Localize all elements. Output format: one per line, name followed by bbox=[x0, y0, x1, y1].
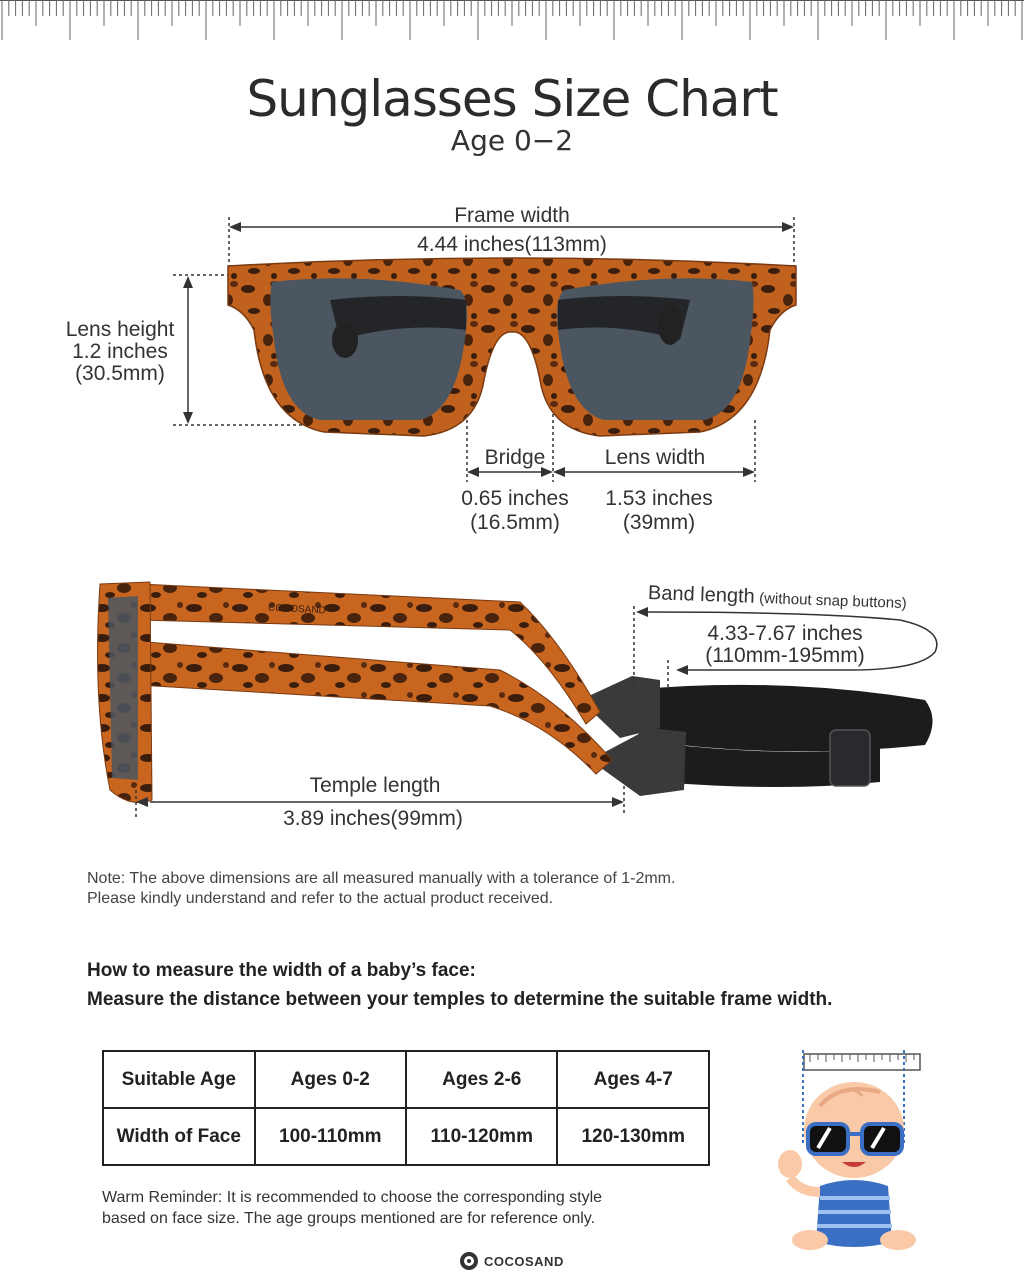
band-length-label: Band length bbox=[647, 582, 756, 608]
table-cell: Ages 2-6 bbox=[406, 1051, 557, 1108]
table-cell: 110-120mm bbox=[406, 1108, 557, 1165]
lens-height-label: Lens height bbox=[65, 318, 175, 341]
band-length-note: (without snap buttons) bbox=[758, 589, 907, 613]
table-cell: Ages 0-2 bbox=[255, 1051, 406, 1108]
table-row bbox=[103, 1051, 709, 1108]
temple-length-value: 3.89 inches(99mm) bbox=[283, 807, 463, 830]
frame-width-label: Frame width bbox=[454, 204, 570, 227]
table-row bbox=[103, 1108, 709, 1165]
bridge-inches: 0.65 inches bbox=[461, 487, 569, 510]
lens-width-mm: (39mm) bbox=[622, 511, 696, 534]
table-cell: Ages 4-7 bbox=[557, 1051, 709, 1108]
bridge-label: Bridge bbox=[484, 446, 546, 469]
howto-heading: How to measure the width of a baby’s face: bbox=[87, 960, 476, 981]
baby-illustration bbox=[770, 1046, 930, 1258]
temple-length-label: Temple length bbox=[309, 774, 441, 797]
table-header-cell: Width of Face bbox=[103, 1108, 255, 1165]
table-header-cell: Suitable Age bbox=[103, 1051, 255, 1108]
measurement-note-line2: Please kindly understand and refer to the actual product received. bbox=[87, 890, 554, 907]
page-subtitle: Age 0−2 bbox=[450, 124, 574, 157]
warm-reminder-line1: Warm Reminder: It is recommended to choose the corresponding style bbox=[102, 1189, 603, 1206]
brand-name: COCOSAND bbox=[484, 1253, 564, 1269]
band-length-inches: 4.33-7.67 inches bbox=[707, 622, 863, 645]
band-length-mm: (110mm-195mm) bbox=[705, 644, 865, 667]
measurement-note-line1: Note: The above dimensions are all measured manually with a tolerance of 1-2mm. bbox=[87, 870, 676, 887]
table-cell: 100-110mm bbox=[255, 1108, 406, 1165]
brand-logo-icon bbox=[460, 1252, 478, 1270]
frame-width-value: 4.44 inches(113mm) bbox=[417, 233, 607, 256]
lens-width-inches: 1.53 inches bbox=[605, 487, 713, 510]
page-title: Sunglasses Size Chart bbox=[246, 70, 778, 128]
lens-width-label: Lens width bbox=[604, 446, 706, 469]
size-table bbox=[102, 1050, 710, 1166]
table-cell: 120-130mm bbox=[557, 1108, 709, 1165]
temple-brand-print: COCOSAND bbox=[267, 602, 327, 617]
lens-height-mm: (30.5mm) bbox=[75, 362, 165, 385]
howto-instruction: Measure the distance between your temples to determine the suitable frame width. bbox=[87, 989, 833, 1010]
warm-reminder-line2: based on face size. The age groups mentioned are for reference only. bbox=[102, 1210, 596, 1227]
footer-brand bbox=[460, 1252, 564, 1270]
bridge-mm: (16.5mm) bbox=[470, 511, 560, 534]
lens-height-inches: 1.2 inches bbox=[72, 340, 168, 363]
ruler-graphic bbox=[0, 0, 1024, 42]
